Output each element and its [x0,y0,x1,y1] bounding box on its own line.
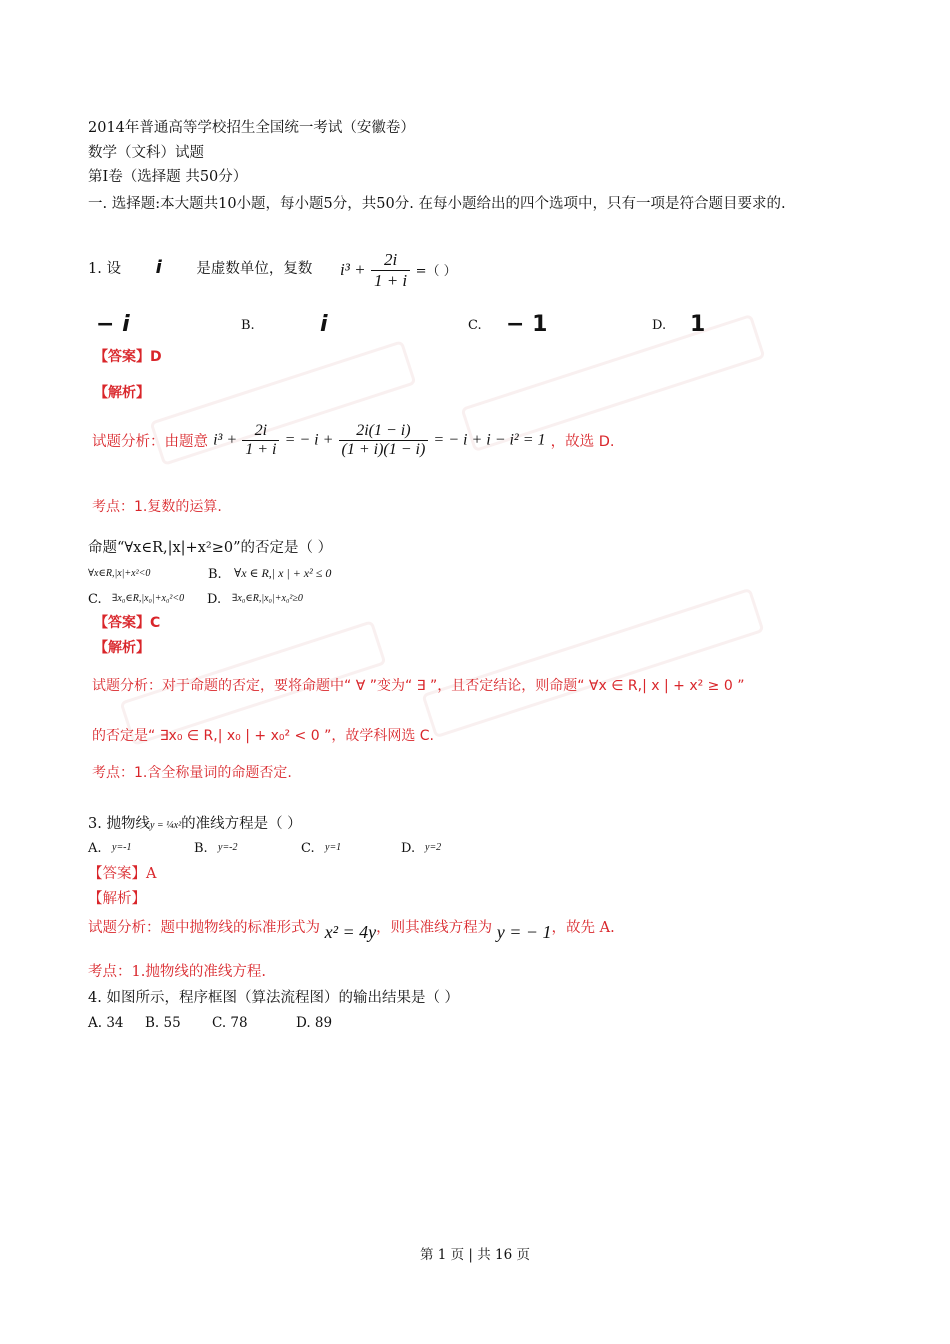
q1-expression [340,250,457,291]
q2-answer: 【答案】C [94,615,161,631]
q1-option-c: − 1 [506,312,548,337]
q2-option-b: ∀x ∈ R,| x | + x² ≤ 0 [234,566,332,580]
q3-option-b-label: B. [194,841,208,856]
q1-analysis-prefix: 试题分析：由题意 [92,434,208,450]
q4-option-c: C. 78 [212,1015,248,1031]
q1-option-d-label: D. [652,318,667,333]
q3-analysis-expr2: y = − 1 [496,922,552,942]
q1-analysis-eq1: i³ + [213,431,238,449]
exam-title: 2014年普通高等学校招生全国统一考试（安徽卷） [88,120,415,136]
q4-option-d: D. 89 [296,1015,333,1031]
q1-middle: 是虚数单位，复数 [196,261,313,277]
q2-analysis-line2: 的否定是“ ∃x₀ ∈ R,| x₀ | + x₀² < 0 ”，故学科网选 C. [92,728,435,744]
q3-expr: y = ¼x² [149,820,182,831]
q3-analysis-mid: ，则其准线方程为 [376,920,493,936]
q1-analysis-eq3: = − i + i − i² = 1 [433,431,546,449]
q4-option-b: B. 55 [145,1015,181,1031]
q3-option-d: y=2 [425,842,442,853]
q3-analysis-expr1: x² = 4y [324,922,377,942]
q1-frac-num: 2i [371,250,410,271]
q2-option-d: ∃x₀∈R,|x₀|+x₀²≥0 [232,593,303,604]
q3-analysis-suffix: ，故先 A. [551,920,615,936]
q2-option-c-label: C. [88,592,102,607]
q1-option-b-label: B. [241,318,255,333]
q1-frac-den: 1 + i [373,271,408,290]
q3-suffix: 的准线方程是（ ） [181,816,302,832]
q1-expr-pow: i³ + [340,260,366,279]
q1-option-b: i [320,312,328,337]
q1-analysis-num2: 2i(1 − i) [339,422,429,441]
q4-option-a: A. 34 [88,1015,124,1031]
q2-analysis-line1: 试题分析：对于命题的否定，要将命题中“ ∀ ”变为“ ∃ ”，且否定结论，则命题“ ∀x ∈ R,| x | + x² ≥ 0 ” [92,678,745,694]
q1-analysis-frac1 [242,422,279,459]
q1-analysis [92,422,615,459]
q3-option-b: y=-2 [218,842,238,853]
q2-analysis-label: 【解析】 [94,640,150,656]
q3-option-c-label: C. [301,841,315,856]
q1-analysis-den1: 1 + i [245,441,277,458]
q1-analysis-num1: 2i [242,422,279,441]
watermark-decoration [421,588,764,739]
q1-stem [88,258,312,279]
q2-stem: 命题“∀x∈R,|x|+x²≥0”的否定是（ ） [88,540,333,556]
q1-answer: 【答案】D [94,349,162,365]
q2-option-a: ∀x∈R,|x|+x²<0 [88,568,151,579]
q3-option-c: y=1 [325,842,342,853]
q1-fraction [371,250,410,291]
page-footer: 第 1 页 | 共 16 页 [419,1247,531,1263]
q3-option-d-label: D. [401,841,416,856]
section-heading: 第Ⅰ卷（选择题 共50分） [88,169,248,185]
q1-option-a: − i [96,312,130,337]
q3-analysis-prefix: 试题分析：题中抛物线的标准形式为 [88,920,320,936]
q1-suffix: =（ ） [415,264,457,279]
q1-analysis-eq2: = − i + [284,431,334,449]
instructions: 一. 选择题:本大题共10小题，每小题5分，共50分. 在每小题给出的四个选项中，只有一项是符合题目要求的. [88,196,786,212]
q1-analysis-frac2 [339,422,429,459]
q2-option-c: ∃x₀∈R,|x₀|+x₀²<0 [112,593,185,604]
q2-option-d-label: D. [207,592,222,607]
q1-option-d: 1 [690,312,706,337]
q3-prefix: 3. 抛物线 [88,816,150,832]
exam-subtitle: 数学（文科）试题 [88,145,204,161]
q4-stem: 4. 如图所示，程序框图（算法流程图）的输出结果是（ ） [88,990,460,1006]
q3-keypoint: 考点：1.抛物线的准线方程. [88,964,266,980]
q1-symbol: i [155,257,162,278]
q2-option-b-label: B. [208,567,222,582]
q1-option-c-label: C. [468,318,482,333]
q3-option-a-label: A. [88,841,102,856]
q3-analysis [88,916,615,943]
q3-analysis-label: 【解析】 [88,891,146,907]
q3-option-a: y=-1 [112,842,132,853]
q1-keypoint: 考点：1.复数的运算. [92,499,222,515]
q3-answer: 【答案】A [88,866,157,882]
q1-analysis-den2: (1 + i)(1 − i) [341,441,426,458]
q2-keypoint: 考点：1.含全称量词的命题否定. [92,765,292,781]
q1-prefix: 1. 设 [88,261,121,277]
q3-stem [88,814,302,836]
q1-analysis-label: 【解析】 [94,385,150,401]
q1-analysis-suffix: ，故选 D. [550,434,615,450]
